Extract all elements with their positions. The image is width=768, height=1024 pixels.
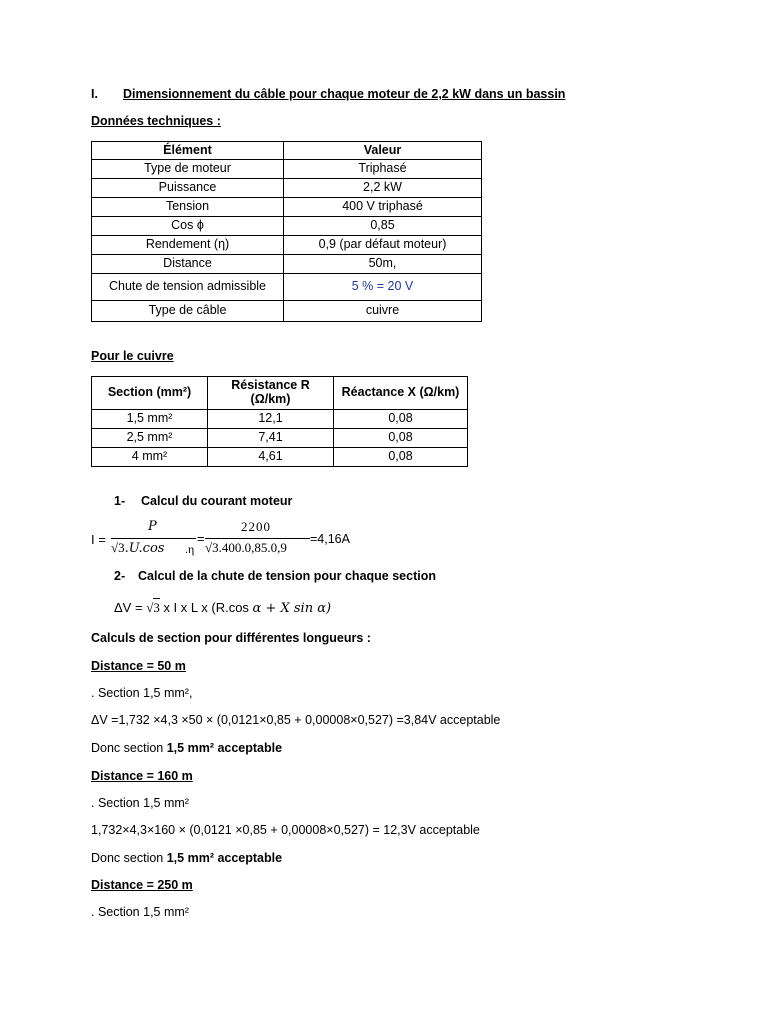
step2-number: 2- xyxy=(114,569,126,583)
distance-heading-160: Distance = 160 m xyxy=(91,769,193,783)
table-cell: Type de moteur xyxy=(92,160,284,179)
formula-den1-eta: .η xyxy=(185,542,195,556)
table-cell: Distance xyxy=(92,255,284,274)
formula-mid: x I x L x (R.cos xyxy=(159,600,249,615)
table-cell: 1,5 mm² xyxy=(92,410,208,429)
cuivre-heading: Pour le cuivre xyxy=(91,349,174,363)
section-title: Dimensionnement du câble pour chaque moteur de 2,2 kW dans un bassin xyxy=(123,87,566,101)
formula-tail: 𝛼 + 𝑋 sin 𝛼) xyxy=(252,601,332,616)
table-cell: 400 V triphasé xyxy=(284,198,482,217)
table-cell: 50m, xyxy=(284,255,482,274)
table-cell: Chute de tension admissible xyxy=(92,274,284,301)
table-cell: 2,2 kW xyxy=(284,179,482,198)
table-cell: 0,9 (par défaut moteur) xyxy=(284,236,482,255)
conclusion-bold: 1,5 mm² acceptable xyxy=(166,851,283,865)
table-cell: 2,5 mm² xyxy=(92,429,208,448)
table-cell: 7,41 xyxy=(208,429,334,448)
step1-title: Calcul du courant moteur xyxy=(141,494,293,508)
table-cell: 0,08 xyxy=(334,410,468,429)
table-cell: cuivre xyxy=(284,301,482,322)
formula-eq: = xyxy=(197,531,205,546)
table-cell: Tension xyxy=(92,198,284,217)
table-cell: Rendement (η) xyxy=(92,236,284,255)
table-cell: 4 mm² xyxy=(92,448,208,467)
calculs-heading: Calculs de section pour différentes longueurs : xyxy=(91,631,371,645)
calc-line: ΔV =1,732 ×4,3 ×50 × (0,0121×0,85 + 0,00008×0,527) =3,84V acceptable xyxy=(91,713,501,727)
formula-lhs: ΔV = xyxy=(114,600,143,615)
calc-line: 1,732×4,3×160 × (0,0121 ×0,85 + 0,00008×0,527) = 12,3V acceptable xyxy=(91,823,480,837)
distance-heading-50: Distance = 50 m xyxy=(91,659,186,673)
conclusion-prefix: Donc section xyxy=(91,741,167,755)
table-cell: 0,08 xyxy=(334,429,468,448)
formula-den2-rest: .400.0,85.0,9 xyxy=(218,540,287,555)
section-line: . Section 1,5 mm² xyxy=(91,796,189,810)
table-cell: 0,85 xyxy=(284,217,482,236)
step2-title: Calcul de la chute de tension pour chaque section xyxy=(138,569,436,583)
distance-heading-250: Distance = 250 m xyxy=(91,878,193,892)
fraction-bar xyxy=(205,538,310,539)
table-cell: 12,1 xyxy=(208,410,334,429)
cuivre-header-resistance: Résistance R (Ω/km) xyxy=(208,377,334,410)
formula-den1 xyxy=(111,540,164,556)
donnees-heading: Données techniques : xyxy=(91,114,221,128)
table-cell: Type de câble xyxy=(92,301,284,322)
voltage-drop-formula xyxy=(114,600,331,616)
formula-den1-rest: .U.cos xyxy=(124,541,165,556)
table-cell-highlight: 5 % = 20 V xyxy=(284,274,482,301)
donnees-header-element: Élément xyxy=(92,142,284,160)
section-line: . Section 1,5 mm² xyxy=(91,905,189,919)
formula-den2-root: 3 xyxy=(212,540,219,555)
table-cell: Triphasé xyxy=(284,160,482,179)
formula-root: 3 xyxy=(153,600,160,615)
table-cell: 0,08 xyxy=(334,448,468,467)
table-cell: Puissance xyxy=(92,179,284,198)
cuivre-header-section: Section (mm²) xyxy=(92,377,208,410)
donnees-table xyxy=(91,141,482,322)
formula-num1: P xyxy=(148,519,157,534)
formula-lhs: I = xyxy=(91,532,106,547)
table-cell: Cos ϕ xyxy=(92,217,284,236)
cuivre-table xyxy=(91,376,468,467)
conclusion-prefix: Donc section xyxy=(91,851,167,865)
sqrt-symbol: √ xyxy=(205,540,213,555)
conclusion-line xyxy=(91,741,282,755)
conclusion-bold: 1,5 mm² acceptable xyxy=(166,741,283,755)
sqrt-symbol: √ xyxy=(146,600,154,615)
section-line: . Section 1,5 mm², xyxy=(91,686,193,700)
conclusion-line xyxy=(91,851,282,865)
donnees-header-valeur: Valeur xyxy=(284,142,482,160)
formula-num2: 2200 xyxy=(241,519,271,534)
step1-number: 1- xyxy=(114,494,126,508)
formula-den2 xyxy=(205,540,287,556)
section-number: I. xyxy=(91,87,98,101)
formula-den1-root: 3 xyxy=(118,540,125,555)
cuivre-header-reactance: Réactance X (Ω/km) xyxy=(334,377,468,410)
formula-result: =4,16A xyxy=(310,532,350,546)
table-cell: 4,61 xyxy=(208,448,334,467)
sqrt-symbol: √ xyxy=(111,540,119,555)
